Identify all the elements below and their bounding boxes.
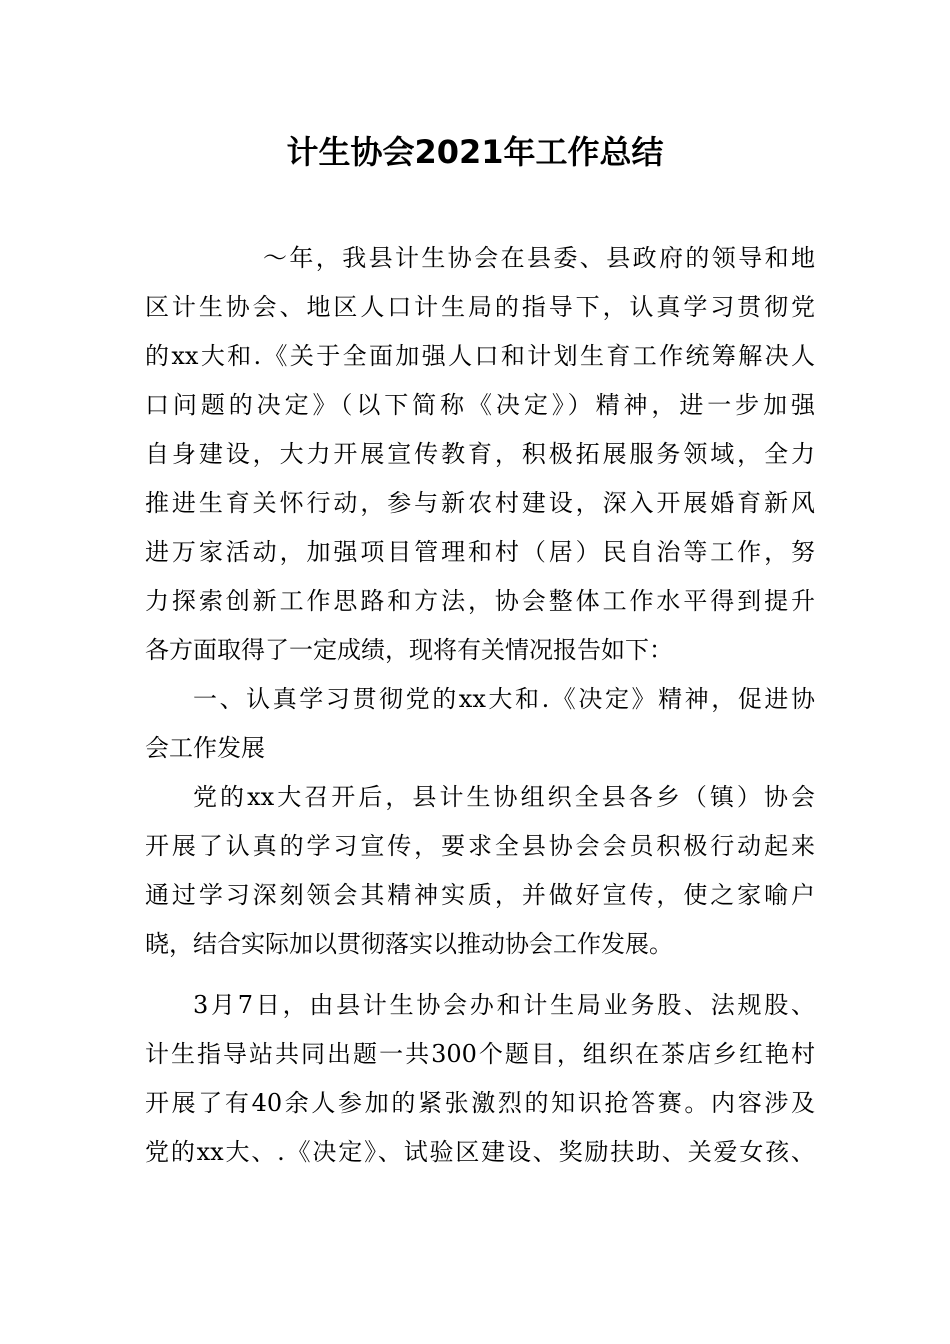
- text-line: 开展了认真的学习宣传，要求全县协会会员积极行动起来: [145, 832, 815, 860]
- text-line: 会工作发展: [145, 734, 265, 762]
- text-line: 党的xx大、.《决定》、试验区建设、奖励扶助、关爱女孩、: [145, 1138, 815, 1166]
- paragraph-intro: [145, 234, 815, 675]
- text-line: 推进生育关怀行动，参与新农村建设，深入开展婚育新风: [145, 489, 815, 517]
- text-line: 一、认真学习贯彻党的xx大和.《决定》精神，促进协: [193, 685, 815, 713]
- text-line: 进万家活动，加强项目管理和村（居）民自治等工作，努: [145, 538, 815, 566]
- paragraph-study: [145, 773, 815, 969]
- text-line: 通过学习深刻领会其精神实质，并做好宣传，使之家喻户: [145, 881, 815, 909]
- section-heading-1: [145, 675, 815, 773]
- text-line: 党的xx大召开后，县计生协组织全县各乡（镇）协会: [193, 783, 815, 811]
- text-line: 区计生协会、地区人口计生局的指导下，认真学习贯彻党: [145, 293, 815, 321]
- text-line: 自身建设，大力开展宣传教育，积极拓展服务领域，全力: [145, 440, 815, 468]
- text-line: 力探索创新工作思路和方法，协会整体工作水平得到提升: [145, 587, 815, 615]
- text-line: 口问题的决定》（以下简称《决定》）精神，进一步加强: [145, 391, 815, 419]
- text-line: 各方面取得了一定成绩，现将有关情况报告如下：: [145, 636, 673, 664]
- text-line: 的xx大和.《关于全面加强人口和计划生育工作统筹解决人: [145, 342, 815, 370]
- text-line: ～年，我县计生协会在县委、县政府的领导和地: [263, 244, 815, 272]
- document-title: 计生协会2021年工作总结: [286, 133, 664, 171]
- text-line: 开展了有40余人参加的紧张激烈的知识抢答赛。内容涉及: [145, 1089, 815, 1117]
- paragraph-gap: [145, 969, 815, 981]
- text-line: 晓，结合实际加以贯彻落实以推动协会工作发展。: [145, 930, 673, 958]
- text-line: 计生指导站共同出题一共300个题目，组织在茶店乡红艳村: [145, 1040, 815, 1068]
- text-line: 3月7日，由县计生协会办和计生局业务股、法规股、: [193, 991, 815, 1019]
- paragraph-quiz: [145, 981, 815, 1177]
- document-body: [145, 234, 815, 1177]
